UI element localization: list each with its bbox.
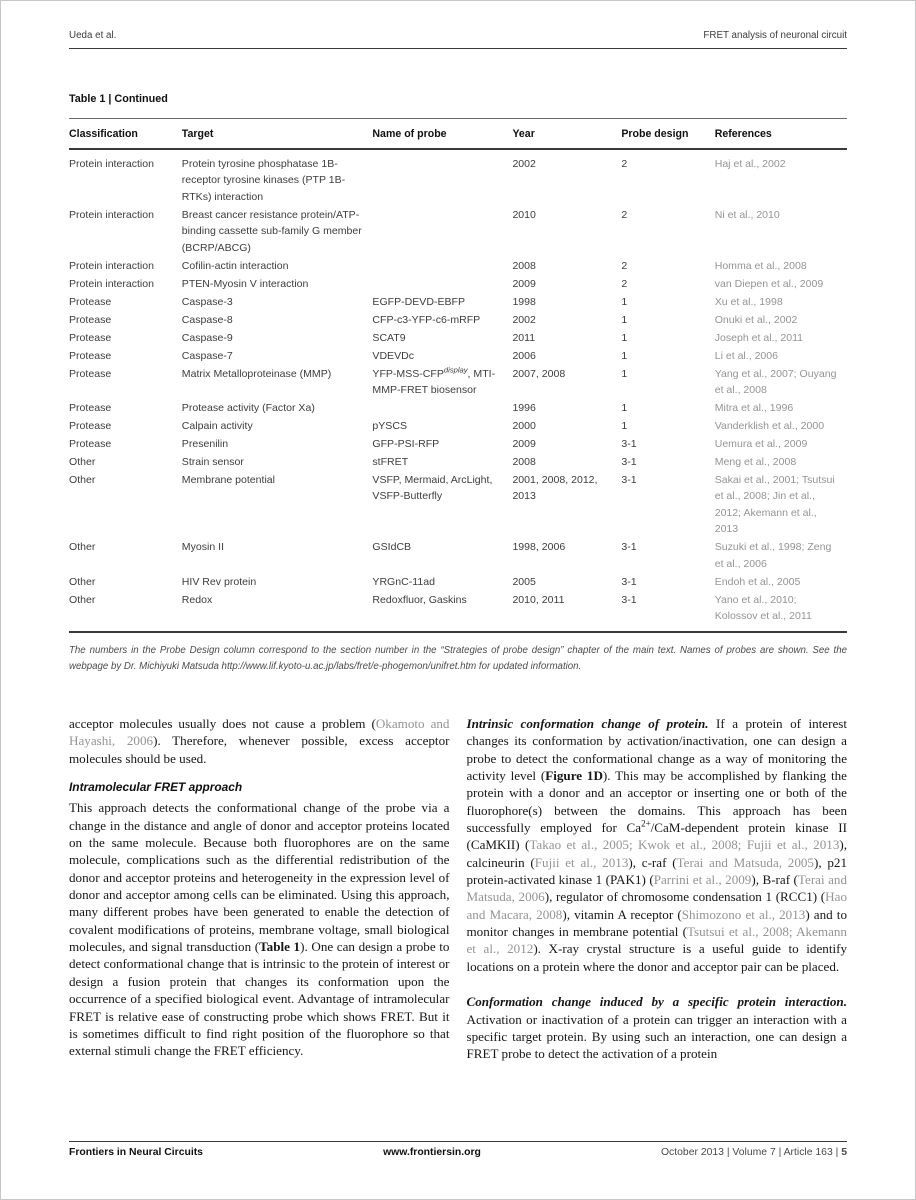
cell-year <box>512 347 621 365</box>
text-segment: Protease <box>69 295 112 308</box>
header-rule <box>69 48 847 49</box>
cell-classification <box>69 573 182 591</box>
text-segment: Meng et al., 2008 <box>714 456 797 469</box>
cell-probe <box>372 417 512 435</box>
cell-classification <box>69 257 182 275</box>
text-segment: 3-1 <box>621 474 637 487</box>
cell-classification <box>69 275 182 293</box>
text-segment: 3-1 <box>621 438 637 451</box>
text-segment: Protease activity (Factor Xa) <box>181 402 315 415</box>
text-segment: Other <box>69 456 96 469</box>
text-segment: 3-1 <box>621 456 637 469</box>
cell-year <box>512 275 621 293</box>
text-segment: 2002 <box>512 158 536 170</box>
text-segment: Protease <box>69 313 112 326</box>
cell-probe <box>372 591 512 633</box>
text-segment: 2 <box>621 259 628 272</box>
cell-probe <box>372 293 512 311</box>
cell-probe <box>372 435 512 453</box>
text-segment: 2+ <box>641 818 651 829</box>
cell-references[interactable] <box>715 257 847 275</box>
table-row <box>69 293 847 311</box>
table-row <box>69 417 847 435</box>
text-segment: Other <box>69 575 96 588</box>
text-segment: Sakai et al., 2001; Tsutsui et al., 2008; Jin et al., 2012; Akemann et al., 2013 <box>714 474 835 536</box>
table-row <box>69 435 847 453</box>
footer-url[interactable]: www.frontiersin.org <box>383 1147 481 1158</box>
cell-year <box>512 206 621 257</box>
cell-year <box>512 329 621 347</box>
cell-target <box>182 206 373 257</box>
table-title: Table 1 | Continued <box>69 93 168 105</box>
cell-year <box>512 453 621 471</box>
citation-link[interactable]: Parrini et al., 2009 <box>653 872 752 888</box>
text-segment: Calpain activity <box>181 420 253 433</box>
cell-probe <box>372 329 512 347</box>
cell-classification <box>69 435 182 453</box>
text-segment: Caspase-7 <box>181 349 233 362</box>
citation-link[interactable]: Terai and Matsuda, 2005 <box>676 854 814 870</box>
running-head-authors: Ueda et al. <box>69 30 117 41</box>
text-segment: Xu et al., 1998 <box>714 295 783 308</box>
text-segment: ), B-raf ( <box>751 872 798 888</box>
footer-rule <box>69 1141 847 1142</box>
column-header: Target <box>182 119 373 150</box>
table-row <box>69 329 847 347</box>
table-row <box>69 257 847 275</box>
cell-classification <box>69 347 182 365</box>
cell-target <box>182 435 373 453</box>
text-segment: stFRET <box>372 456 409 469</box>
text-segment: GSIdCB <box>372 541 412 554</box>
running-head-title: FRET analysis of neuronal circuit <box>703 30 847 41</box>
text-segment: ), p21 protein-activated kinase 1 (PAK1) ( <box>466 854 847 888</box>
cell-design <box>621 149 714 206</box>
text-segment: Matrix Metalloproteinase (MMP) <box>181 367 332 380</box>
text-segment: 3-1 <box>621 541 637 554</box>
text-segment: 2007, 2008 <box>512 367 566 380</box>
text-segment: 1 <box>621 313 628 326</box>
text-segment: ), c-raf ( <box>628 854 677 870</box>
cell-year <box>512 435 621 453</box>
text-segment: Protease <box>69 331 112 344</box>
text-segment: Yang et al., 2007; Ouyang et al., 2008 <box>714 367 837 397</box>
citation-link[interactable]: Fujii et al., 2013 <box>534 854 629 870</box>
table-footnote: The numbers in the Probe Design column correspond to the section number in the “Strategies of probe design” chapter of the main text. Names of probes are shown. See the webpage by Dr. Michiyuki Matsuda http://www.lif.kyoto-u.ac.jp/labs/fret/e-phogemon/unifret.htm for updated information. <box>69 645 847 673</box>
text-segment: 2 <box>621 158 628 170</box>
text-segment: Membrane potential <box>181 474 276 487</box>
text-segment: YFP-MSS-CFP <box>372 367 444 380</box>
text-segment: 1 <box>621 367 628 380</box>
text-segment: CFP-c3-YFP-c6-mRFP <box>372 313 481 326</box>
cell-references[interactable] <box>715 365 847 399</box>
text-segment: ). X-ray crystal structure is a useful guide to identify locations on a protein where the donor and acceptor pair can be placed. <box>466 941 847 974</box>
cell-design <box>621 275 714 293</box>
text-segment: display <box>443 365 468 375</box>
footer-journal: Frontiers in Neural Circuits <box>69 1147 203 1158</box>
cell-target <box>182 257 373 275</box>
text-segment: PTEN-Myosin V interaction <box>181 277 309 290</box>
paragraph <box>467 993 848 1062</box>
text-segment: Other <box>69 593 96 606</box>
cell-references[interactable] <box>715 347 847 365</box>
text-segment: HIV Rev protein <box>181 575 257 588</box>
cell-target <box>182 399 373 417</box>
text-segment: Conformation change induced by a specific protein interaction. <box>466 994 847 1010</box>
cell-design <box>621 347 714 365</box>
table-row <box>69 453 847 471</box>
text-segment: 2009 <box>512 438 536 451</box>
column-header: Year <box>512 119 621 150</box>
cell-references[interactable] <box>715 399 847 417</box>
cell-references[interactable] <box>715 453 847 471</box>
cell-references[interactable] <box>715 538 847 572</box>
text-segment: 2008 <box>512 456 536 469</box>
cell-year <box>512 538 621 572</box>
cell-references[interactable] <box>715 206 847 257</box>
cell-classification <box>69 329 182 347</box>
citation-link[interactable]: Okamoto and Hayashi, 2006 <box>69 716 450 749</box>
cell-classification <box>69 311 182 329</box>
text-segment: Homma et al., 2008 <box>714 259 807 272</box>
cell-target <box>182 329 373 347</box>
text-segment: Caspase-8 <box>181 313 233 326</box>
text-segment: Protein interaction <box>69 158 155 170</box>
table-row <box>69 538 847 572</box>
text-segment: Cofilin-actin interaction <box>181 259 289 272</box>
citation-link[interactable]: Hao and Macara, 2008 <box>466 889 847 922</box>
cell-probe <box>372 538 512 572</box>
cell-references[interactable] <box>715 293 847 311</box>
text-segment: Protein interaction <box>69 259 155 272</box>
text-segment: YRGnC-11ad <box>372 575 435 588</box>
table-row <box>69 399 847 417</box>
text-segment: 2002 <box>512 313 536 326</box>
text-segment: ), vitamin A receptor ( <box>562 906 682 922</box>
text-segment: 2 <box>621 277 628 290</box>
text-segment: Endoh et al., 2005 <box>714 575 801 588</box>
cell-design <box>621 311 714 329</box>
cell-year <box>512 399 621 417</box>
cell-classification <box>69 206 182 257</box>
text-segment: Redoxfluor, Gaskins <box>372 593 467 606</box>
cell-probe <box>372 573 512 591</box>
text-segment: 1 <box>621 349 628 362</box>
text-segment: 2 <box>621 208 628 221</box>
cell-year <box>512 365 621 399</box>
table-row <box>69 471 847 538</box>
citation-link[interactable]: Terai and Matsuda, 2006 <box>466 872 847 905</box>
text-segment: Suzuki et al., 1998; Zeng et al., 2006 <box>714 541 832 570</box>
cell-target <box>182 453 373 471</box>
text-segment: pYSCS <box>372 420 407 433</box>
cell-classification <box>69 453 182 471</box>
text-segment: 2006 <box>512 349 536 362</box>
text-segment: Presenilin <box>181 438 229 451</box>
text-segment: Protease <box>69 438 112 451</box>
text-segment: 1996 <box>512 402 536 415</box>
text-segment: 3-1 <box>621 575 637 588</box>
cell-target <box>182 538 373 572</box>
cell-references[interactable] <box>715 149 847 206</box>
citation-link[interactable]: Tsutsui et al., 2008; Akemann et al., 2012 <box>466 924 847 957</box>
cell-references[interactable] <box>715 311 847 329</box>
cell-design <box>621 329 714 347</box>
text-segment: ). Therefore, whenever possible, excess acceptor molecules should be used. <box>69 733 450 766</box>
cell-references[interactable] <box>715 417 847 435</box>
section-heading: Intramolecular FRET approach <box>69 780 243 795</box>
text-segment: Table 1 <box>259 939 301 955</box>
text-segment: 1 <box>621 331 628 344</box>
cell-classification <box>69 149 182 206</box>
text-segment: Protease <box>69 420 112 433</box>
text-segment: Caspase-3 <box>181 295 233 308</box>
cell-probe <box>372 399 512 417</box>
text-segment: acceptor molecules usually does not cause a problem ( <box>69 716 376 731</box>
text-segment: ), regulator of chromosome condensation 1 (RCC1) ( <box>544 889 826 905</box>
text-segment: van Diepen et al., 2009 <box>714 277 824 290</box>
cell-target <box>182 275 373 293</box>
text-segment: Joseph et al., 2011 <box>714 331 804 344</box>
text-segment: SCAT9 <box>372 331 406 344</box>
cell-target <box>182 347 373 365</box>
text-segment: Activation or inactivation of a protein can trigger an interaction with a specific target protein. By using such an interaction, one can design a FRET probe to detect the activation of a protein <box>466 1011 847 1062</box>
cell-target <box>182 573 373 591</box>
text-segment: , MTI-MMP-FRET biosensor <box>372 367 496 397</box>
cell-design <box>621 573 714 591</box>
text-segment: 3-1 <box>621 593 637 606</box>
table-row <box>69 347 847 365</box>
text-segment: 2001, 2008, 2012, 2013 <box>512 474 598 503</box>
text-segment: Caspase-9 <box>181 331 233 344</box>
text-segment: Protein interaction <box>69 208 155 221</box>
paragraph <box>467 715 848 975</box>
cell-year <box>512 149 621 206</box>
text-segment: ) and to monitor changes in membrane potential ( <box>466 906 847 940</box>
paragraph <box>69 715 450 767</box>
cell-probe <box>372 311 512 329</box>
cell-probe <box>372 149 512 206</box>
text-segment: 2008 <box>512 259 536 272</box>
cell-year <box>512 471 621 538</box>
cell-target <box>182 311 373 329</box>
table-row <box>69 275 847 293</box>
cell-design <box>621 471 714 538</box>
table-header-row <box>69 119 847 150</box>
text-segment: 1 <box>621 420 628 433</box>
cell-target <box>182 293 373 311</box>
column-header: References <box>715 119 847 150</box>
text-segment: Haj et al., 2002 <box>714 158 786 170</box>
cell-design <box>621 257 714 275</box>
table-row <box>69 591 847 633</box>
table-body <box>69 149 847 632</box>
cell-target <box>182 417 373 435</box>
text-segment: Figure 1D <box>545 768 603 784</box>
body-column-right <box>467 715 848 1063</box>
text-segment: 5 <box>841 1147 847 1158</box>
text-segment: 1998 <box>512 295 536 308</box>
text-segment: GFP-PSI-RFP <box>372 438 440 451</box>
paragraph <box>69 799 450 1059</box>
cell-year <box>512 311 621 329</box>
text-segment: 2011 <box>512 331 536 344</box>
cell-references[interactable] <box>715 329 847 347</box>
text-segment: Intrinsic conformation change of protein. <box>466 716 709 731</box>
text-segment: 2000 <box>512 420 536 433</box>
text-segment: Other <box>69 541 96 554</box>
cell-design <box>621 538 714 572</box>
text-segment: Myosin II <box>181 541 224 554</box>
text-segment: VDEVDc <box>372 349 415 362</box>
cell-year <box>512 257 621 275</box>
cell-target <box>182 471 373 538</box>
cell-probe <box>372 206 512 257</box>
text-segment: Protein tyrosine phosphatase 1B-receptor tyrosine kinases (PTP 1B-RTKs) interaction <box>181 158 346 203</box>
cell-design <box>621 293 714 311</box>
cell-target <box>182 149 373 206</box>
cell-classification <box>69 471 182 538</box>
cell-design <box>621 435 714 453</box>
cell-target <box>182 591 373 633</box>
text-segment: Uemura et al., 2009 <box>714 438 808 451</box>
text-segment: 2009 <box>512 277 536 290</box>
text-segment: Protease <box>69 349 112 362</box>
table-row <box>69 311 847 329</box>
table-row <box>69 149 847 206</box>
cell-classification <box>69 293 182 311</box>
cell-classification <box>69 538 182 572</box>
text-segment: Vanderklish et al., 2000 <box>714 420 825 433</box>
column-header: Probe design <box>621 119 714 150</box>
citation-link[interactable]: Takao et al., 2005; Kwok et al., 2008; Fujii et al., 2013 <box>529 837 840 853</box>
cell-year <box>512 417 621 435</box>
text-segment: 2010 <box>512 208 536 221</box>
running-head <box>69 30 847 41</box>
cell-probe <box>372 347 512 365</box>
text-segment: ). This may be accomplished by flanking the protein with a donor and an acceptor or inserting one or both of the fluorophore(s) between the domains. This approach has been successfully employed for Ca <box>466 768 847 836</box>
text-segment: /CaM-dependent protein kinase II (CaMKII) ( <box>466 820 848 853</box>
text-segment: Ni et al., 2010 <box>714 208 780 221</box>
table-row <box>69 206 847 257</box>
cell-design <box>621 365 714 399</box>
text-segment: Mitra et al., 1996 <box>714 402 794 415</box>
column-header: Classification <box>69 119 182 150</box>
cell-classification <box>69 399 182 417</box>
text-segment: 2010, 2011 <box>512 593 565 606</box>
text-segment: Breast cancer resistance protein/ATP-binding cassette sub-family G member (BCRP/ABCG) <box>181 208 362 254</box>
text-segment: 1 <box>621 295 628 308</box>
cell-probe <box>372 365 512 399</box>
text-segment: October 2013 | Volume 7 | Article 163 | <box>660 1147 842 1158</box>
text-segment: Protease <box>69 402 112 415</box>
cell-design <box>621 591 714 633</box>
text-segment: ), calcineurin ( <box>466 837 848 870</box>
column-header: Name of probe <box>372 119 512 150</box>
cell-references[interactable] <box>715 435 847 453</box>
cell-references[interactable] <box>715 275 847 293</box>
text-segment: Protease <box>69 367 112 380</box>
cell-references[interactable] <box>715 591 847 633</box>
text-segment: Li et al., 2006 <box>714 349 779 362</box>
table-block <box>69 93 847 684</box>
text-segment: 2005 <box>512 575 536 588</box>
cell-classification <box>69 417 182 435</box>
text-segment: If a protein of interest changes its conformation by activation/inactivation, one can design a probe to detect the conformational change as a way of monitoring the activity level ( <box>466 716 848 784</box>
cell-probe <box>372 275 512 293</box>
text-segment: ). One can design a probe to detect conformational change that is intrinsic to the protein of interest or design a fusion protein that changes its conformation upon the occurrence of a specified biological event. Advantage of intramolecular FRET is relative ease of constructing probe which shows FRET. But it is sometimes difficult to find right position of the fluorophore so that external stimuli change the FRET efficiency. <box>69 939 450 1059</box>
cell-probe <box>372 453 512 471</box>
cell-design <box>621 417 714 435</box>
table-row <box>69 573 847 591</box>
cell-year <box>512 591 621 633</box>
cell-year <box>512 293 621 311</box>
cell-classification <box>69 365 182 399</box>
cell-classification <box>69 591 182 633</box>
cell-design <box>621 453 714 471</box>
cell-references[interactable] <box>715 573 847 591</box>
table-row <box>69 365 847 399</box>
text-segment: 1 <box>621 402 628 415</box>
cell-year <box>512 573 621 591</box>
text-segment: This approach detects the conformational change of the probe via a change in the distance and angle of donor and acceptor proteins located on the same molecule. Because both fluorophores are on the same molecule, complications such as the differential redistribution of the donor and acceptor proteins and heterogeneity in the expression level of donor and acceptor among cells can be eliminated. Using this approach, many different probes have been generated to enable the detection of covalent modifications of proteins, membrane voltage, small biological molecules, and signal transduction ( <box>69 800 450 955</box>
footer-citation <box>661 1147 847 1158</box>
cell-probe <box>372 471 512 538</box>
cell-references[interactable] <box>715 471 847 538</box>
probes-table <box>69 118 847 633</box>
text-segment: Redox <box>181 593 213 606</box>
text-segment: Yano et al., 2010; Kolossov et al., 2011 <box>714 593 812 623</box>
text-segment: EGFP-DEVD-EBFP <box>372 295 465 308</box>
cell-design <box>621 399 714 417</box>
cell-design <box>621 206 714 257</box>
body-column-left <box>69 715 450 1063</box>
body-text <box>69 715 847 1063</box>
text-segment: Strain sensor <box>181 456 244 469</box>
text-segment: 1998, 2006 <box>512 541 566 554</box>
cell-target <box>182 365 373 399</box>
footer <box>69 1147 847 1158</box>
cell-probe <box>372 257 512 275</box>
text-segment: Protein interaction <box>69 277 155 290</box>
text-segment: VSFP, Mermaid, ArcLight, VSFP-Butterfly <box>372 474 493 503</box>
text-segment: Other <box>69 474 96 487</box>
citation-link[interactable]: Shimozono et al., 2013 <box>681 906 806 922</box>
text-segment: Onuki et al., 2002 <box>714 313 798 326</box>
